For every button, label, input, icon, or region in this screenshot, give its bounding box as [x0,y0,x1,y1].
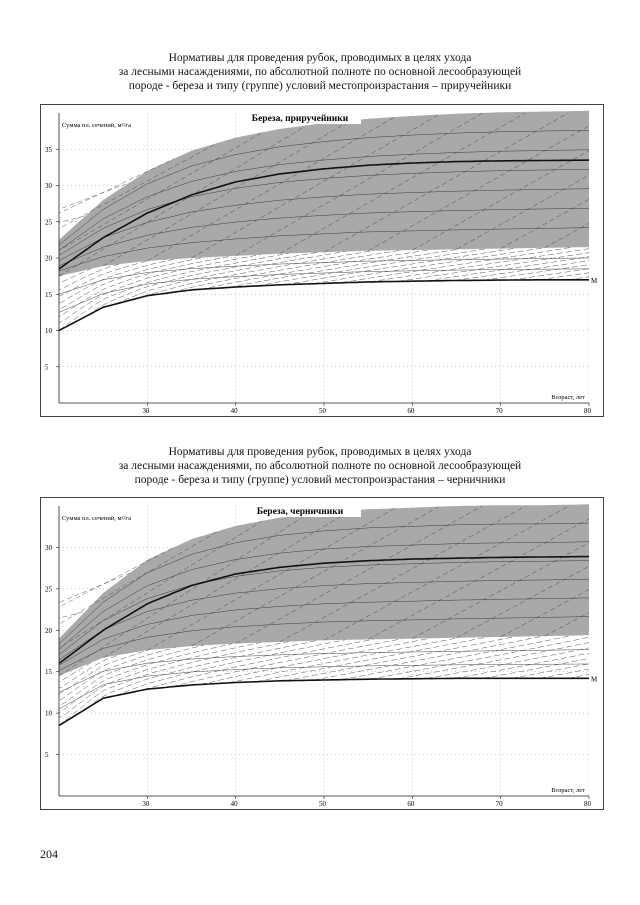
hatch-line [511,635,603,678]
heading-line: породе - береза и типу (группе) условий местопроизрастания – черничники [134,474,506,486]
y-tick-label: 15 [45,290,52,299]
hatch-line [370,635,600,679]
y-tick-label: 30 [45,543,52,552]
y-tick-label: 25 [45,218,52,227]
chart-svg [41,105,603,416]
hatch-line [229,638,459,683]
x-tick-label: 30 [142,407,150,415]
y-tick-label: 20 [45,254,52,263]
heading-line: Нормативы для проведения рубок, проводимых в целях ухода [168,52,472,64]
x-tick-label: 40 [230,407,238,415]
hatch-line [568,247,603,280]
y-tick-label: 5 [45,363,49,372]
hatch-inner-curve [59,258,589,294]
band-area [59,111,589,276]
hatch-line [285,248,515,284]
hatch-line [200,638,430,684]
hatch-line [342,247,572,282]
chart-birch-priruchejniki [40,104,604,417]
hatch-line [41,650,147,725]
y-axis-label: Сумма пл. сечений, м²/га [62,122,131,129]
y-tick-label: 30 [45,182,52,190]
m-curve-label: М [591,276,598,285]
y-axis-label: Сумма пл. сечений, м²/га [62,515,131,522]
x-axis-label: Возраст, лет [551,394,585,401]
hatch-line [41,261,147,331]
chart-heading-1 [40,51,600,93]
x-tick-label: 80 [584,407,591,415]
band-hatch-line [589,111,603,247]
hatch-line [313,248,543,284]
x-tick-label: 30 [142,800,150,808]
hatch-line [398,247,603,281]
x-tick-label: 40 [230,800,238,808]
x-tick-label: 60 [407,800,415,808]
m-curve-label: М [591,675,598,684]
hatch-line [257,637,487,682]
page-number: 204 [40,847,58,861]
heading-line: породе - береза и типу (группе) условий местопроизрастания – приручейники [128,80,512,92]
x-tick-label: 80 [584,800,591,808]
chart-heading-2 [40,445,600,487]
x-tick-label: 50 [319,800,326,808]
hatch-line [596,635,603,678]
band-hatch-line [589,504,603,635]
y-tick-label: 20 [45,626,52,635]
y-tick-label: 35 [45,145,52,154]
chart-title: Береза, приручейники [251,114,349,124]
y-tick-label: 10 [45,709,52,718]
x-tick-label: 50 [319,407,326,415]
hatch-line [568,635,603,678]
heading-line: за лесными насаждениями, по абсолютной полноте по основной лесообразующей [118,66,522,78]
heading-line: за лесными насаждениями, по абсолютной полноте по основной лесообразующей [118,460,522,472]
x-axis-label: Возраст, лет [551,787,585,794]
y-tick-label: 5 [45,751,49,760]
x-tick-label: 70 [495,800,503,808]
y-tick-label: 25 [45,585,52,594]
heading-line: Нормативы для проведения рубок, проводимых в целях ухода [168,446,472,458]
hatch-line [511,247,603,280]
y-tick-label: 10 [45,327,52,335]
y-tick-label: 15 [45,668,52,677]
hatch-line [455,247,603,280]
hatch-line [398,635,603,679]
chart-svg [41,498,603,809]
hatch-line [596,247,603,280]
x-tick-label: 60 [407,407,415,415]
x-tick-label: 70 [495,407,503,415]
hatch-line [455,635,603,678]
chart-birch-chernichniki [40,497,604,810]
chart-title: Береза, черничники [256,507,344,517]
